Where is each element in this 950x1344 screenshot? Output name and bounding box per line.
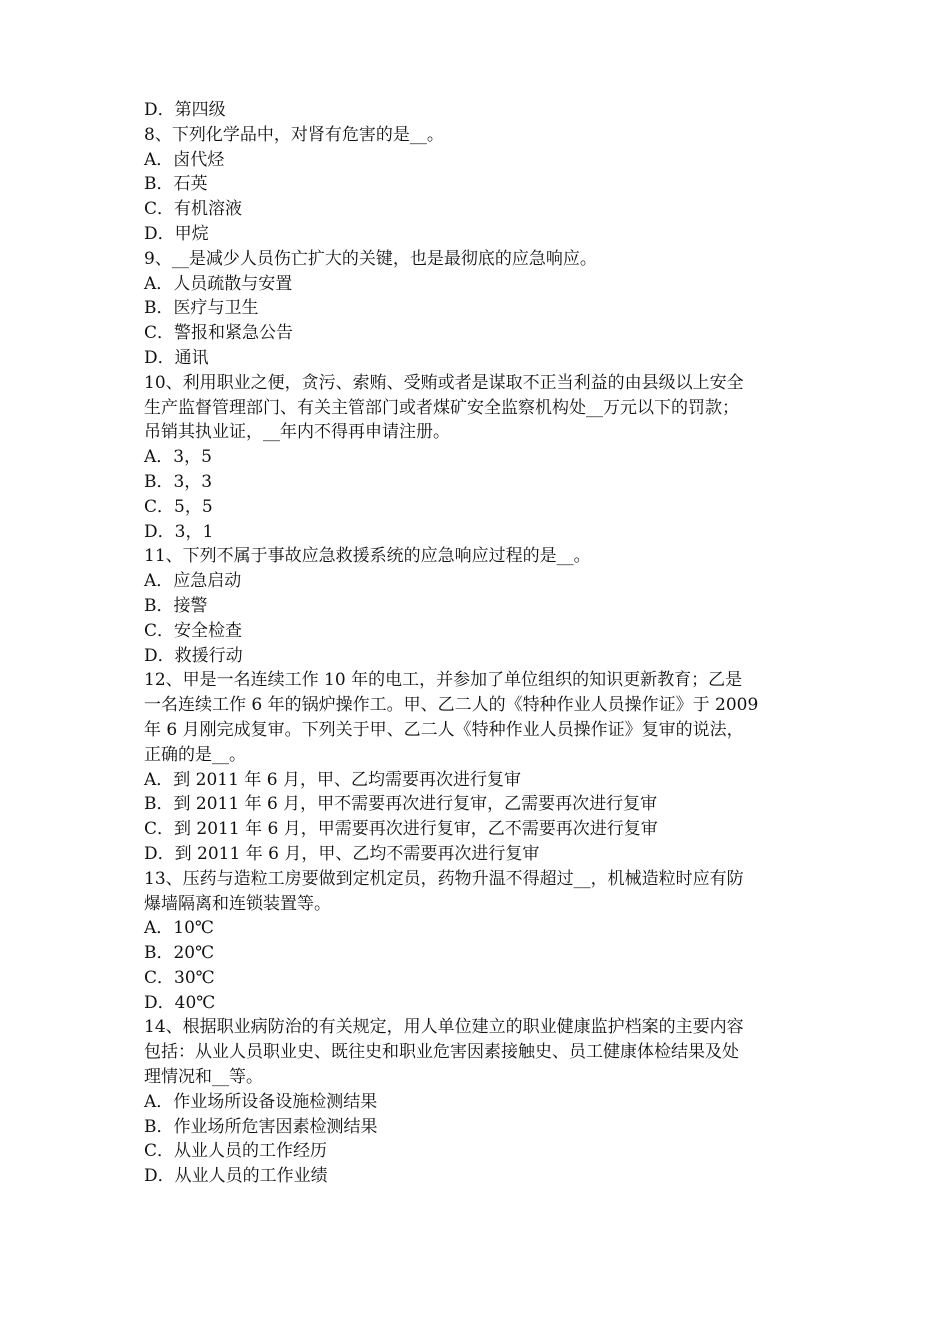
option-c: C．安全检查: [144, 620, 243, 641]
question-12-continued: 一名连续工作 6 年的锅炉操作工。甲、乙二人的《特种作业人员操作证》于 2009: [144, 695, 759, 716]
option-b: B．石英: [144, 174, 208, 195]
option-a: A．应急启动: [144, 571, 242, 592]
option-d: D．从业人员的工作业绩: [144, 1166, 328, 1187]
option-d: D．40℃: [144, 992, 216, 1013]
option-b: B．3，3: [144, 471, 213, 492]
question-9: 9、__是减少人员伤亡扩大的关键，也是最彻底的应急响应。: [144, 248, 597, 269]
option-d: D．3，1: [144, 521, 214, 542]
option-a: A．作业场所设备设施检测结果: [144, 1091, 378, 1112]
option-a: A．10℃: [144, 918, 214, 939]
question-10-continued: 吊销其执业证，__年内不得再申请注册。: [144, 422, 450, 443]
option-a: A．人员疏散与安置: [144, 273, 293, 294]
question-10-continued: 生产监督管理部门、有关主管部门或者煤矿安全监察机构处__万元以下的罚款；: [144, 397, 739, 418]
question-14: 14、根据职业病防治的有关规定，用人单位建立的职业健康监护档案的主要内容: [144, 1017, 744, 1038]
option-d: D．通讯: [144, 347, 209, 368]
option-a: A．卤代烃: [144, 149, 225, 170]
option-c: C．30℃: [144, 967, 215, 988]
option-d: D．甲烷: [144, 223, 209, 244]
option-b: B．医疗与卫生: [144, 298, 259, 319]
option-c: C．从业人员的工作经历: [144, 1141, 328, 1162]
question-12-continued: 年 6 月刚完成复审。下列关于甲、乙二人《特种作业人员操作证》复审的说法，: [144, 719, 744, 740]
question-14-continued: 理情况和__等。: [144, 1067, 263, 1088]
option-b: B．20℃: [144, 943, 215, 964]
option-d: D．到 2011 年 6 月，甲、乙均不需要再次进行复审: [144, 843, 540, 864]
option-b: B．到 2011 年 6 月，甲不需要再次进行复审，乙需要再次进行复审: [144, 794, 658, 815]
question-13-continued: 爆墙隔离和连锁装置等。: [144, 893, 331, 914]
question-10: 10、利用职业之便，贪污、索贿、受贿或者是谋取不正当利益的由县级以上安全: [144, 372, 744, 393]
question-12: 12、甲是一名连续工作 10 年的电工，并参加了单位组织的知识更新教育；乙是: [144, 670, 743, 691]
question-14-continued: 包括：从业人员职业史、既往史和职业危害因素接触史、员工健康体检结果及处: [144, 1042, 739, 1063]
text-line: D．第四级: [144, 100, 226, 120]
option-a: A．3，5: [144, 447, 212, 468]
question-8: 8、下列化学品中，对肾有危害的是__。: [144, 124, 444, 145]
option-c: C．到 2011 年 6 月，甲需要再次进行复审，乙不需要再次进行复审: [144, 819, 658, 840]
option-c: C．有机溶液: [144, 199, 243, 220]
question-12-continued: 正确的是__。: [144, 744, 246, 765]
option-c: C．警报和紧急公告: [144, 323, 294, 344]
option-d: D．救援行动: [144, 645, 243, 666]
option-c: C．5，5: [144, 496, 213, 517]
question-11: 11、下列不属于事故应急救援系统的应急响应过程的是__。: [144, 546, 591, 567]
option-b: B．接警: [144, 595, 208, 616]
document-page: [144, 98, 819, 1189]
option-a: A．到 2011 年 6 月，甲、乙均需要再次进行复审: [144, 769, 521, 790]
option-b: B．作业场所危害因素检测结果: [144, 1116, 378, 1137]
question-13: 13、压药与造粒工房要做到定机定员，药物升温不得超过__，机械造粒时应有防: [144, 868, 744, 889]
